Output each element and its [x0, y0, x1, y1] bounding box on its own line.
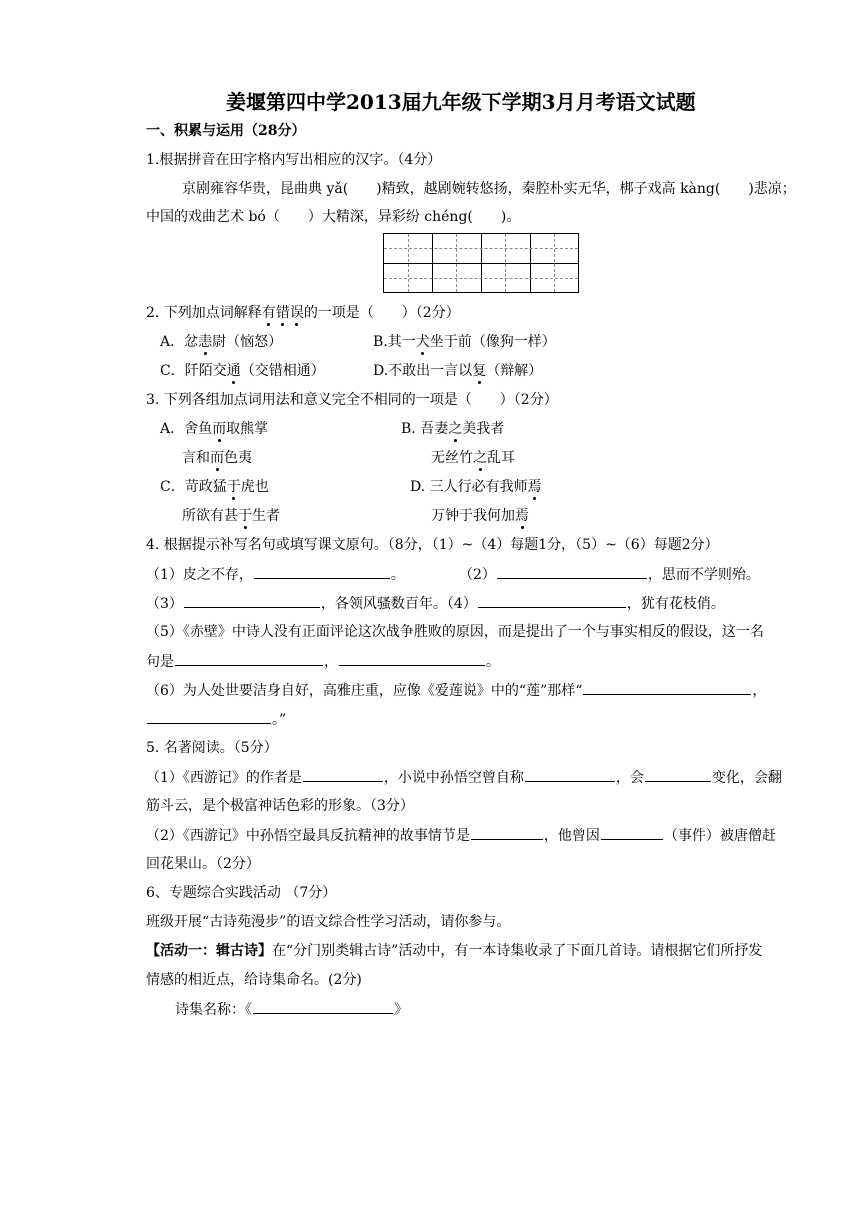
- q5-stem: 5. 名著阅读。（5分）: [146, 740, 278, 756]
- blank[interactable]: [601, 825, 663, 840]
- q3-option-d1: D. 三人行必有我师焉: [410, 479, 542, 495]
- blank[interactable]: [147, 709, 271, 724]
- q3-stem: 3. 下列各组加点词用法和意义完全不相同的一项是（ ）（2分）: [146, 392, 558, 408]
- q5-item-1-line2: 筋斗云，是个极富神话色彩的形象。（3分）: [146, 798, 414, 814]
- q4-stem: 4. 根据提示补写名句或填写课文原句。（8分，（1）~（4）每题1分，（5）~（6）每题2分）: [146, 537, 719, 553]
- q1-text-line2: 中国的戏曲艺术 bó（ ）大精深，异彩纷 chéng( )。: [146, 209, 521, 225]
- q4-item-6-line1: （6）为人处世要洁身自好，高雅庄重，应像《爱莲说》中的“莲”那样“ ，: [146, 680, 766, 701]
- anthology-name-field: 诗集名称：《 》: [175, 999, 408, 1020]
- blank[interactable]: [339, 651, 485, 666]
- q1-stem: 1.根据拼音在田字格内写出相应的汉字。（4分）: [146, 152, 442, 168]
- blank[interactable]: [525, 767, 615, 782]
- blank[interactable]: [645, 767, 711, 782]
- q5-item-1-line1: （1）《西游记》的作者是 ，小说中孙悟空曾自称 ，会 变化，会翻: [146, 767, 782, 788]
- q6-stem: 6、专题综合实践活动 （7分）: [146, 885, 337, 901]
- anthology-name-blank[interactable]: [253, 999, 393, 1014]
- q2-option-a: A．忿恚尉（恼怒）: [160, 334, 283, 350]
- q3-option-c2: 所欲有甚于生者: [182, 508, 280, 524]
- q4-item-1: （1）皮之不存， 。: [146, 564, 405, 585]
- q4-item-6-line2: 。”: [146, 709, 286, 730]
- q3-option-d2: 万钟于我何加焉: [431, 508, 529, 524]
- q6-activity1-line1: 【活动一：辑古诗】在“分门别类辑古诗”活动中，有一本诗集收录了下面几首诗。请根据它们所抒发: [146, 943, 763, 959]
- q3-option-a1: A．舍鱼而取熊掌: [160, 421, 269, 437]
- blank[interactable]: [471, 825, 543, 840]
- blank[interactable]: [254, 564, 390, 579]
- q4-item-5-line1: （5）《赤壁》中诗人没有正面评论这次战争胜败的原因，而是提出了一个与事实相反的假设，这一名: [146, 624, 764, 640]
- q3-option-c1: C．苛政猛于虎也: [160, 479, 269, 495]
- page-title: 姜堰第四中学2013届九年级下学期3月月考语文试题: [226, 90, 696, 114]
- blank[interactable]: [303, 767, 383, 782]
- blank[interactable]: [497, 564, 647, 579]
- q5-item-2-line1: （2）《西游记》中孙悟空最具反抗精神的故事情节是 ，他曾因 （事件）被唐僧赶: [146, 825, 776, 846]
- q2-stem: 2. 下列加点词解释有错误的一项是（ ）（2分）: [146, 305, 460, 321]
- q5-item-2-line2: 回花果山。（2分）: [146, 856, 260, 872]
- q6-intro: 班级开展“古诗苑漫步”的语文综合性学习活动，请你参与。: [146, 914, 511, 930]
- blank[interactable]: [583, 680, 751, 695]
- blank[interactable]: [184, 593, 320, 608]
- q3-option-b1: B. 吾妻之美我者: [401, 421, 505, 437]
- q2-option-b: B.其一犬坐于前（像狗一样）: [373, 334, 556, 350]
- q1-text-line1: 京剧雍容华贵，昆曲典 yǎ( )精致，越剧婉转悠扬，秦腔朴实无华，梆子戏高 kàng( )悲凉；: [182, 181, 796, 197]
- section-heading: 一、积累与运用（28分）: [146, 123, 306, 139]
- q4-item-3-4: （3） ，各领风骚数百年。（4） ，犹有花枝俏。: [146, 593, 725, 614]
- q3-option-a2: 言和而色夷: [182, 450, 252, 466]
- q4-item-2: （2） ，思而不学则殆。: [459, 564, 760, 585]
- q2-option-c: C．阡陌交通（交错相通）: [160, 363, 325, 379]
- q2-option-d: D.不敢出一言以复（辩解）: [373, 363, 543, 379]
- q3-option-b2: 无丝竹之乱耳: [431, 450, 515, 466]
- q6-activity1-line2: 情感的相近点，给诗集命名。(2分): [146, 972, 362, 988]
- blank[interactable]: [175, 651, 323, 666]
- q4-item-5-line2: 句是 ， 。: [146, 651, 500, 672]
- blank[interactable]: [478, 593, 626, 608]
- tianzige-grid[interactable]: [383, 233, 579, 293]
